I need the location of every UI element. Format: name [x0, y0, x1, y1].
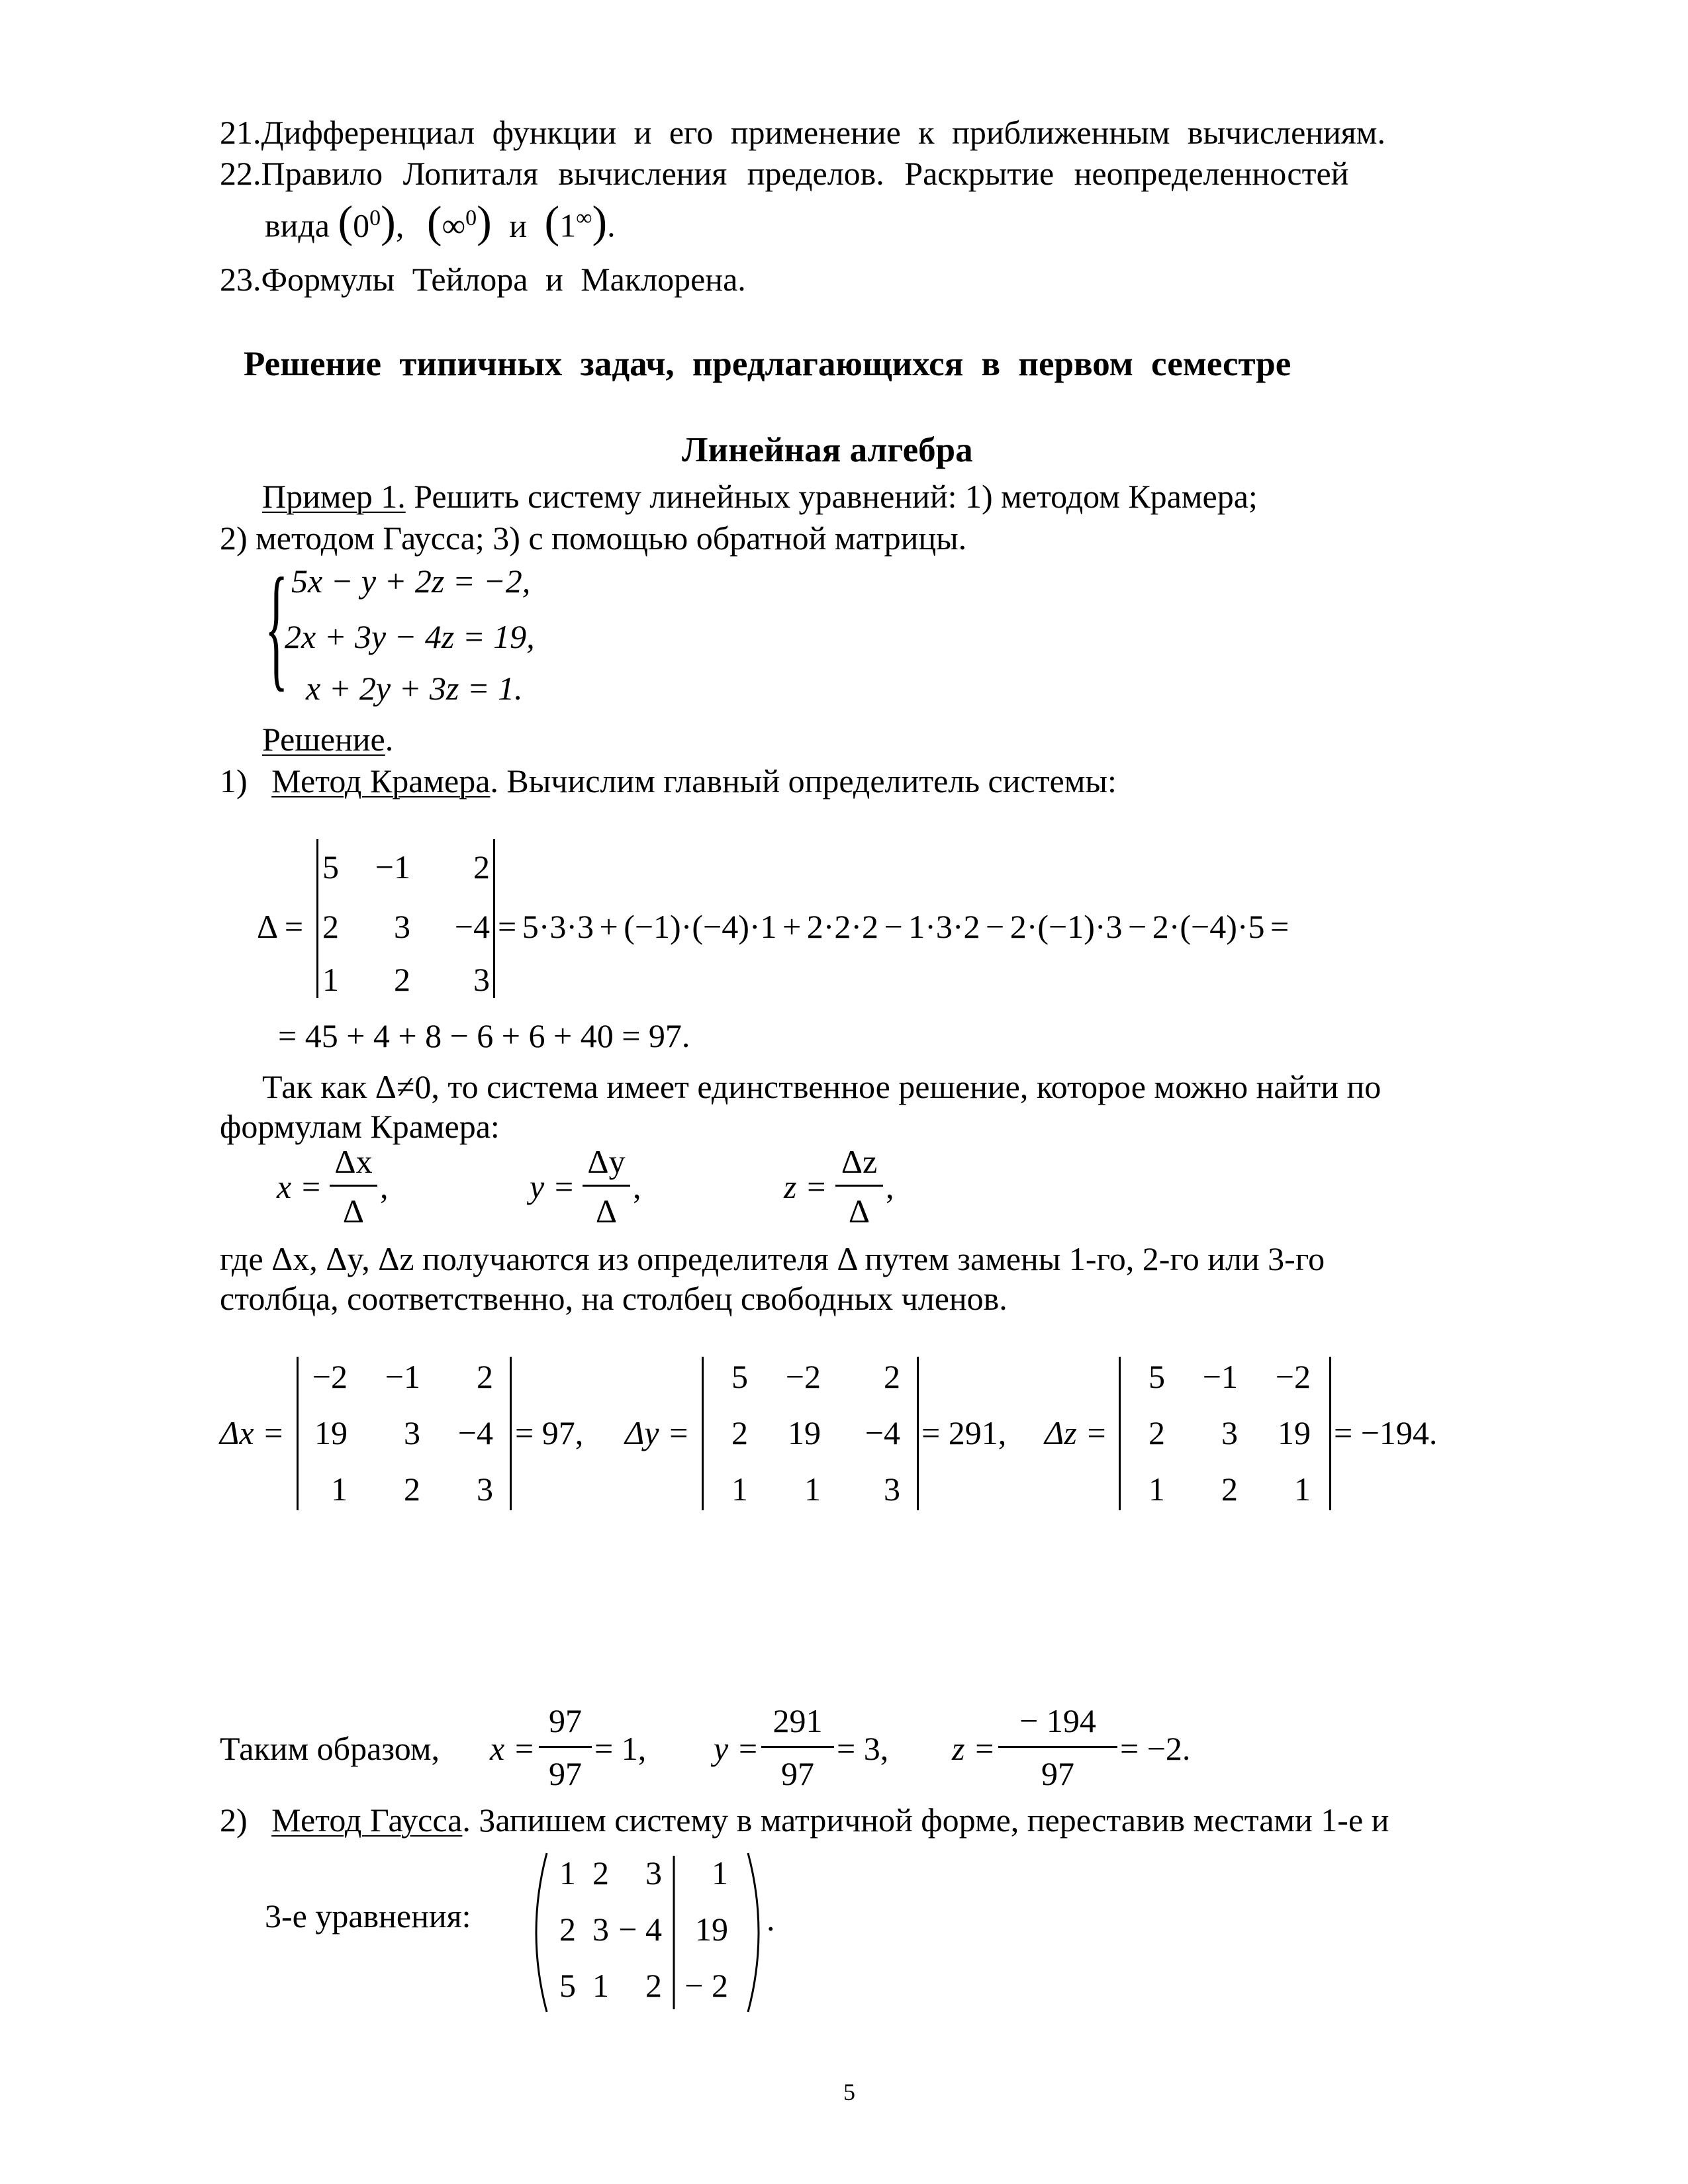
method-number: 1) — [220, 762, 248, 799]
form-base: 1 — [559, 206, 577, 244]
matrix-cell: 3 — [645, 1854, 662, 1891]
forms-prefix: вида — [265, 206, 330, 244]
formula-x-var: x = — [277, 1168, 322, 1205]
paren-left-2: ( — [426, 196, 442, 247]
system-eq-2: 2x + 3y − 4z = 19, — [285, 618, 535, 655]
det-bar-left — [702, 1357, 704, 1510]
answer-z-num: − 194 — [1019, 1702, 1096, 1739]
det-cell: 2 — [322, 908, 339, 945]
answer-y-num: 291 — [773, 1702, 823, 1739]
det-cell: 1 — [331, 1471, 348, 1508]
matrix-paren-right — [748, 1853, 759, 2012]
topic-number: 21. — [220, 114, 261, 151]
answer-x-var: x = — [490, 1730, 536, 1767]
det-cell: −4 — [454, 908, 490, 945]
topic-text: Правило Лопиталя вычисления пределов. Раскрытие неопределенностей — [261, 155, 1349, 192]
comma: , — [395, 206, 404, 244]
fraction-bar — [539, 1746, 592, 1748]
system-eq-3: x + 2y + 3z = 1. — [306, 670, 523, 707]
det-cell: 3 — [1221, 1414, 1238, 1451]
topic-text: Дифференциал функции и его применение к приближенным вычислениям. — [261, 114, 1385, 151]
example-line-2: 2) методом Гаусса; 3) с помощью обратной матрицы. — [220, 520, 967, 557]
det-cell: 2 — [394, 961, 410, 998]
method-number: 2) — [220, 1801, 248, 1839]
form-exp: ∞ — [576, 206, 592, 230]
topic-number: 23. — [220, 261, 261, 298]
det-cell: 2 — [731, 1414, 748, 1451]
det-cell: 3 — [884, 1471, 900, 1508]
delta-lhs: Δ = — [257, 908, 304, 945]
example-line-1 — [262, 477, 1258, 516]
det-cell: 1 — [731, 1471, 748, 1508]
delta-y-lhs: Δy = — [625, 1414, 690, 1451]
paren-left-1: ( — [338, 196, 353, 247]
topic-text: Формулы Тейлора и Маклорена. — [261, 261, 746, 298]
conjunction: и — [509, 206, 528, 244]
paren-right-3: ) — [592, 196, 608, 247]
cramer-heading — [220, 761, 1117, 801]
paren-left-3: ( — [544, 196, 560, 247]
solution-heading — [262, 719, 393, 759]
formula-y-den: Δ — [595, 1193, 618, 1230]
det-cell: −2 — [312, 1358, 348, 1395]
delta-z-rhs: = −194. — [1334, 1414, 1438, 1451]
det-cell: 1 — [804, 1471, 821, 1508]
period: . — [385, 721, 394, 758]
topic-23 — [220, 259, 746, 299]
det-cell: 2 — [473, 848, 490, 886]
subsection-title: Линейная алгебра — [682, 431, 973, 469]
fraction-bar — [330, 1185, 377, 1187]
formula-y-num: Δy — [587, 1143, 626, 1180]
topic-22 — [220, 154, 1348, 193]
fraction-bar — [998, 1746, 1117, 1748]
matrix-cell: 1 — [712, 1854, 728, 1891]
topic-22-forms — [265, 196, 616, 258]
system-eq-1: 5x − y + 2z = −2, — [291, 563, 531, 600]
page-number: 5 — [843, 2079, 855, 2105]
det-cell: 5 — [322, 848, 339, 886]
det-cell: 3 — [477, 1471, 493, 1508]
matrix-period: . — [767, 1901, 775, 1938]
det-cell: 2 — [1221, 1471, 1238, 1508]
matrix-cell: 1 — [592, 1967, 609, 2004]
delta-x-rhs: = 97, — [515, 1414, 584, 1451]
method-label: Метод Гаусса — [271, 1801, 463, 1839]
method-label: Метод Крамера — [271, 762, 491, 799]
det-cell: −1 — [385, 1358, 420, 1395]
matrix-cell: − 4 — [618, 1911, 662, 1948]
formula-x-num: Δx — [334, 1143, 373, 1180]
det-cell: −2 — [785, 1358, 821, 1395]
formula-y-var: y = — [530, 1168, 575, 1205]
answer-x-den: 97 — [549, 1755, 582, 1792]
det-cell: 2 — [477, 1358, 493, 1395]
answer-y-var: y = — [714, 1730, 759, 1767]
comma: , — [633, 1168, 641, 1205]
formula-x-den: Δ — [342, 1193, 365, 1230]
answer-z-res: = −2. — [1120, 1730, 1191, 1767]
det-cell: −4 — [457, 1414, 493, 1451]
det-cell: 1 — [1149, 1471, 1165, 1508]
det-cell: 3 — [473, 961, 490, 998]
matrix-cell: 19 — [695, 1911, 728, 1948]
comma: , — [886, 1168, 894, 1205]
answer-z-var: z = — [952, 1730, 996, 1767]
det-cell: −1 — [375, 848, 410, 886]
answer-x-res: = 1, — [594, 1730, 647, 1767]
det-cell: 5 — [731, 1358, 748, 1395]
delta-y-rhs: = 291, — [921, 1414, 1007, 1451]
form-base: ∞ — [442, 206, 466, 244]
det-bar-right — [510, 1357, 512, 1510]
gauss-heading — [220, 1800, 1389, 1840]
cramer-para-1: Так как Δ≠0, то система имеет единственное решение, которое можно найти по — [262, 1068, 1382, 1105]
example-label: Пример 1. — [262, 478, 406, 515]
det-cell: 5 — [1149, 1358, 1165, 1395]
form-exp: 0 — [465, 206, 477, 230]
det-cell: −2 — [1275, 1358, 1311, 1395]
form-base: 0 — [353, 206, 370, 244]
det-cell: 19 — [314, 1414, 348, 1451]
det-cell: 2 — [884, 1358, 900, 1395]
period: . — [607, 206, 616, 244]
det-expansion: = 5·3·3 + (−1)·(−4)·1 + 2·2·2 − 1·3·2 − 2·(−1)·3 − 2·(−4)·5 = — [498, 908, 1289, 945]
fraction-bar — [761, 1746, 834, 1748]
det-cell: 3 — [404, 1414, 420, 1451]
det-bar-left — [297, 1357, 299, 1510]
matrix-cell: 1 — [559, 1854, 576, 1891]
formula-z-num: Δz — [841, 1143, 878, 1180]
formula-z-var: z = — [784, 1168, 827, 1205]
solution-label: Решение — [262, 721, 385, 758]
answer-y-den: 97 — [781, 1755, 814, 1792]
matrix-cell: 5 — [559, 1967, 576, 2004]
det-bar-right — [917, 1357, 919, 1510]
topic-21 — [220, 113, 1385, 152]
paren-right-1: ) — [381, 196, 396, 247]
topic-number: 22. — [220, 155, 261, 192]
answer-y-res: = 3, — [837, 1730, 889, 1767]
gauss-text-2: 3-е уравнения: — [265, 1897, 471, 1934]
example-text: Решить систему линейных уравнений: 1) методом Крамера; — [405, 478, 1258, 515]
matrix-cell: 2 — [645, 1967, 662, 2004]
det-bar-left — [1119, 1357, 1121, 1510]
matrix-cell: 3 — [592, 1911, 609, 1948]
answer-x-num: 97 — [549, 1702, 582, 1739]
answer-z-den: 97 — [1041, 1755, 1074, 1792]
det-cell: 19 — [1278, 1414, 1311, 1451]
det-cell: 1 — [322, 961, 339, 998]
paren-right-2: ) — [477, 196, 492, 247]
delta-z-lhs: Δz = — [1045, 1414, 1108, 1451]
thus-text: Таким образом, — [220, 1730, 440, 1767]
delta-x-lhs: Δx = — [220, 1414, 285, 1451]
form-exp: 0 — [369, 206, 381, 230]
det-result: = 45 + 4 + 8 − 6 + 6 + 40 = 97. — [278, 1017, 690, 1054]
det-cell: 3 — [394, 908, 410, 945]
matrix-cell: 2 — [592, 1854, 609, 1891]
matrix-paren-left — [536, 1853, 547, 2012]
formula-z-den: Δ — [848, 1193, 870, 1230]
system-brace: { — [265, 550, 289, 704]
det-cell: 1 — [1294, 1471, 1311, 1508]
det-bar-left — [316, 839, 318, 998]
det-bar-right — [493, 839, 495, 998]
matrix-cell: − 2 — [684, 1967, 728, 2004]
method-text: . Запишем систему в матричной форме, переставив местами 1-е и — [462, 1801, 1389, 1839]
fraction-bar — [835, 1185, 883, 1187]
cramer-para-2: формулам Крамера: — [220, 1108, 500, 1145]
det-cell: −4 — [865, 1414, 900, 1451]
method-text: . Вычислим главный определитель системы: — [490, 762, 1117, 799]
det-bar-right — [1329, 1357, 1331, 1510]
det-cell: 2 — [404, 1471, 420, 1508]
comma: , — [380, 1168, 389, 1205]
det-cell: 19 — [788, 1414, 821, 1451]
cramer-where-2: столбца, соответственно, на столбец свободных членов. — [220, 1280, 1008, 1317]
cramer-where-1: где Δx, Δy, Δz получаются из определителя Δ путем замены 1-го, 2-го или 3-го — [220, 1240, 1325, 1277]
matrix-cell: 2 — [559, 1911, 576, 1948]
section-title: Решение типичных задач, предлагающихся в первом семестре — [244, 345, 1291, 383]
det-cell: 2 — [1149, 1414, 1165, 1451]
det-cell: −1 — [1202, 1358, 1238, 1395]
fraction-bar — [583, 1185, 630, 1187]
